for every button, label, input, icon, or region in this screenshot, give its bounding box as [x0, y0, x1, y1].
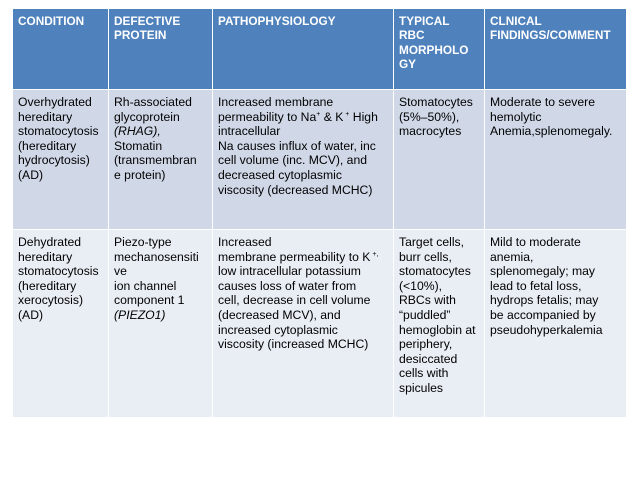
- header-condition-line: CONDITION: [18, 14, 85, 28]
- superscript: +,: [370, 250, 379, 258]
- cell-line: (AD): [18, 307, 44, 322]
- cell-line: Increased: [218, 235, 272, 249]
- cell-condition: [13, 90, 109, 230]
- cell-line: ve: [114, 264, 127, 279]
- table-header-row: [13, 9, 627, 90]
- text-run: & K: [320, 109, 344, 124]
- cell-rbc-morphology: [394, 230, 485, 418]
- cell-line: anemia,: [490, 249, 534, 264]
- cell-line: [218, 110, 388, 125]
- cell-line: cell, decrease in cell volume: [218, 293, 371, 308]
- header-condition: [13, 9, 109, 90]
- cell-line: stomatocytosis: [18, 264, 99, 279]
- cell-line: decreased cytoplasmic: [218, 167, 342, 182]
- cell-line: (PIEZO1): [114, 307, 166, 322]
- header-clinical-line: FINDINGS/COMMENT: [490, 28, 611, 43]
- cell-line: (transmembran: [114, 153, 197, 168]
- cell-defective-protein: [109, 90, 213, 230]
- cell-line: xerocytosis): [18, 293, 84, 308]
- cell-line: hemoglobin at: [399, 322, 476, 337]
- cell-line: cell volume (inc. MCV), and: [218, 153, 368, 168]
- header-protein-line: PROTEIN: [114, 28, 167, 43]
- cell-clinical-findings: [485, 90, 627, 230]
- cell-rbc-morphology: [394, 90, 485, 230]
- cell-line: lead to fetal loss,: [490, 278, 582, 293]
- header-pathophysiology: [213, 9, 394, 90]
- header-defective-protein: [109, 9, 213, 90]
- header-morph-line: MORPHOLO: [399, 42, 469, 57]
- cell-line: Stomatocytes: [399, 95, 473, 109]
- cell-pathophysiology: [213, 230, 394, 418]
- cell-clinical-findings: [485, 230, 627, 418]
- header-morph-line: GY: [399, 57, 417, 72]
- cell-line: (AD): [18, 167, 44, 182]
- cell-line: Target cells,: [399, 235, 465, 249]
- cell-line: spicules: [399, 380, 444, 395]
- cell-line: (5%–50%),: [399, 109, 460, 124]
- cell-line: (hereditary: [18, 278, 77, 293]
- cell-line: Dehydrated: [18, 235, 82, 249]
- cell-line: periphery,: [399, 337, 453, 352]
- text-run: permeability to Na: [218, 109, 317, 124]
- header-protein-line: DEFECTIVE: [114, 14, 181, 28]
- cell-line: viscosity (increased MCHC): [218, 337, 369, 352]
- cell-line: hereditary: [18, 249, 73, 264]
- header-patho-line: PATHOPHYSIOLOGY: [218, 14, 336, 28]
- cell-line: hereditary: [18, 109, 73, 124]
- header-rbc-morphology: [394, 9, 485, 90]
- cell-line: splenomegaly; may: [490, 264, 595, 279]
- cell-line: [218, 250, 388, 265]
- text-run: High: [349, 109, 378, 124]
- table-row: [13, 230, 627, 418]
- cell-line: (hereditary: [18, 138, 77, 153]
- cell-line: cells with: [399, 366, 449, 381]
- cell-line: Moderate to severe: [490, 95, 596, 109]
- cell-line: RBCs with: [399, 293, 456, 308]
- cell-line: intracellular: [218, 124, 281, 139]
- cell-line: hemolytic: [490, 109, 542, 124]
- cell-line: Mild to moderate: [490, 235, 581, 249]
- cell-line: viscosity (decreased MCHC): [218, 182, 373, 197]
- cell-line: component 1: [114, 293, 185, 308]
- cell-line: Increased membrane: [218, 95, 334, 109]
- cell-line: glycoprotein: [114, 109, 180, 124]
- cell-line: desiccated: [399, 351, 458, 366]
- cell-line: Anemia,splenomegaly.: [490, 124, 613, 139]
- cell-line: Piezo-type: [114, 235, 172, 249]
- table-row: [13, 90, 627, 230]
- cell-line: hydrocytosis): [18, 153, 90, 168]
- cell-line: be accompanied by: [490, 307, 596, 322]
- superscript: +: [316, 110, 321, 118]
- cell-line: Stomatin: [114, 138, 163, 153]
- cell-line: “puddled”: [399, 307, 451, 322]
- cell-line: increased cytoplasmic: [218, 322, 338, 337]
- cell-line: burr cells,: [399, 249, 452, 264]
- cell-line: (<10%),: [399, 278, 443, 293]
- stomatocytosis-table: [12, 8, 627, 418]
- cell-line: stomatocytosis: [18, 124, 99, 139]
- header-clinical-findings: [485, 9, 627, 90]
- cell-line: pseudohyperkalemia: [490, 322, 603, 337]
- cell-line: Rh-associated: [114, 95, 192, 109]
- cell-line: ion channel: [114, 278, 177, 293]
- cell-line: macrocytes: [399, 124, 462, 139]
- header-morph-line: RBC: [399, 28, 425, 43]
- cell-line: stomatocytes: [399, 264, 471, 279]
- text-run: membrane permeability to K: [218, 249, 371, 264]
- cell-line: e protein): [114, 167, 166, 182]
- cell-condition: [13, 230, 109, 418]
- header-clinical-line: CLNICAL: [490, 14, 542, 28]
- cell-line: causes loss of water from: [218, 278, 357, 293]
- cell-pathophysiology: [213, 90, 394, 230]
- cell-line: hydrops fetalis; may: [490, 293, 599, 308]
- cell-line: (decreased MCV), and: [218, 307, 341, 322]
- cell-line: mechanosensiti: [114, 249, 199, 264]
- cell-defective-protein: [109, 230, 213, 418]
- cell-line: low intracellular potassium: [218, 264, 361, 279]
- cell-line: (RHAG),: [114, 124, 161, 139]
- header-morph-line: TYPICAL: [399, 14, 450, 28]
- superscript: +: [343, 110, 350, 118]
- cell-line: Overhydrated: [18, 95, 92, 109]
- cell-line: Na causes influx of water, inc: [218, 138, 376, 153]
